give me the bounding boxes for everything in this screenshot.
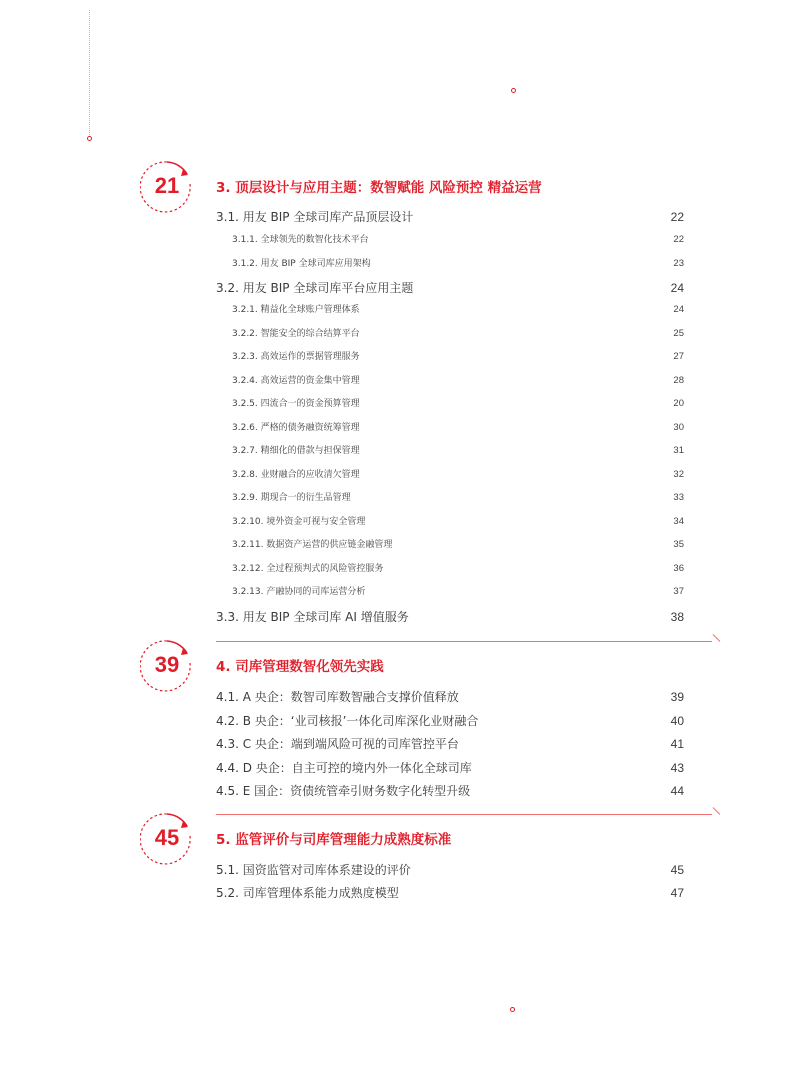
section-title[interactable]: 3. 顶层设计与应用主题：数智赋能 风险预控 精益运营 — [216, 180, 542, 196]
page-number: 31 — [673, 445, 684, 456]
page-number: 45 — [670, 863, 684, 877]
toc-entry[interactable]: 3.2.10. 境外资金可视与安全管理 34 — [232, 516, 684, 527]
page-number: 44 — [670, 784, 684, 798]
section-divider-tip — [713, 634, 721, 642]
toc-entry[interactable]: 3.2.12. 全过程预判式的风险管控服务 36 — [232, 563, 684, 574]
toc-entry[interactable]: 3.1.1. 全球领先的数智化技术平台 22 — [232, 234, 684, 245]
page-number: 47 — [670, 886, 684, 900]
toc-entry[interactable]: 3.2.11. 数据资产运营的供应链金融管理 35 — [232, 539, 684, 550]
page-number: 28 — [673, 375, 684, 386]
page-number: 41 — [670, 737, 684, 751]
toc-entry[interactable]: 3.2.5. 四流合一的资金预算管理 20 — [232, 398, 684, 409]
section-title[interactable]: 4. 司库管理数智化领先实践 — [216, 659, 384, 675]
toc-entry[interactable]: 3.2.3. 高效运作的票据管理服务 27 — [232, 351, 684, 362]
toc-entry[interactable]: 5.1. 国资监管对司库体系建设的评价 45 — [216, 863, 684, 877]
page-number: 22 — [673, 234, 684, 245]
page-number: 27 — [673, 351, 684, 362]
section-divider — [216, 814, 712, 815]
toc-entry[interactable]: 3.2.6. 严格的债务融资统筹管理 30 — [232, 422, 684, 433]
toc-entry[interactable]: 3.2.4. 高效运营的资金集中管理 28 — [232, 375, 684, 386]
toc-entry[interactable]: 3.2.1. 精益化全球账户管理体系 24 — [232, 304, 684, 315]
decorative-dot — [87, 136, 92, 141]
page-number: 30 — [673, 422, 684, 433]
decorative-dotted-line — [89, 10, 90, 135]
toc-entry[interactable]: 3.1. 用友 BIP 全球司库产品顶层设计 22 — [216, 210, 684, 224]
page-number: 24 — [670, 281, 684, 295]
toc-entry[interactable]: 3.2. 用友 BIP 全球司库平台应用主题 24 — [216, 281, 684, 295]
toc-entry[interactable]: 3.2.2. 智能安全的综合结算平台 25 — [232, 328, 684, 339]
page-number: 38 — [670, 610, 684, 624]
page-number: 32 — [673, 469, 684, 480]
toc-entry[interactable]: 4.1. A 央企：数智司库数智融合支撑价值释放 39 — [216, 690, 684, 704]
page-number: 36 — [673, 563, 684, 574]
page-number: 37 — [673, 586, 684, 597]
page-number: 20 — [673, 398, 684, 409]
toc-entry[interactable]: 3.2.9. 期现合一的衍生品管理 33 — [232, 492, 684, 503]
toc-entry[interactable]: 4.4. D 央企：自主可控的境内外一体化全球司库 43 — [216, 761, 684, 775]
toc-entry[interactable]: 5.2. 司库管理体系能力成熟度模型 47 — [216, 886, 684, 900]
page-number: 43 — [670, 761, 684, 775]
toc-entry[interactable]: 3.3. 用友 BIP 全球司库 AI 增值服务 38 — [216, 610, 684, 624]
section-page-badge — [140, 160, 196, 216]
page-number: 34 — [673, 516, 684, 527]
page-number: 24 — [673, 304, 684, 315]
page-number: 35 — [673, 539, 684, 550]
page-number: 22 — [670, 210, 684, 224]
section-divider — [216, 641, 712, 642]
decorative-dot — [511, 88, 516, 93]
section-divider-tip — [713, 807, 721, 815]
page-number: 33 — [673, 492, 684, 503]
toc-entry[interactable]: 3.2.8. 业财融合的应收清欠管理 32 — [232, 469, 684, 480]
page-number: 39 — [670, 690, 684, 704]
toc-entry[interactable]: 4.2. B 央企：‘业司核报’一体化司库深化业财融合 40 — [216, 714, 684, 728]
section-title[interactable]: 5. 监管评价与司库管理能力成熟度标准 — [216, 832, 452, 848]
toc-entry[interactable]: 3.2.13. 产融协同的司库运营分析 37 — [232, 586, 684, 597]
toc-entry[interactable]: 4.5. E 国企：资债统管牵引财务数字化转型升级 44 — [216, 784, 684, 798]
toc-entry[interactable]: 4.3. C 央企：端到端风险可视的司库管控平台 41 — [216, 737, 684, 751]
badge-page-number: 45 — [154, 825, 180, 850]
toc-entry[interactable]: 3.1.2. 用友 BIP 全球司库应用架构 23 — [232, 258, 684, 269]
section-page-badge — [140, 812, 196, 868]
page-number: 40 — [670, 714, 684, 728]
page-number: 23 — [673, 258, 684, 269]
toc-entry[interactable]: 3.2.7. 精细化的借款与担保管理 31 — [232, 445, 684, 456]
page-number: 25 — [673, 328, 684, 339]
section-page-badge — [140, 639, 196, 695]
badge-page-number: 39 — [154, 652, 180, 677]
decorative-dot — [510, 1007, 515, 1012]
badge-page-number: 21 — [154, 173, 180, 198]
